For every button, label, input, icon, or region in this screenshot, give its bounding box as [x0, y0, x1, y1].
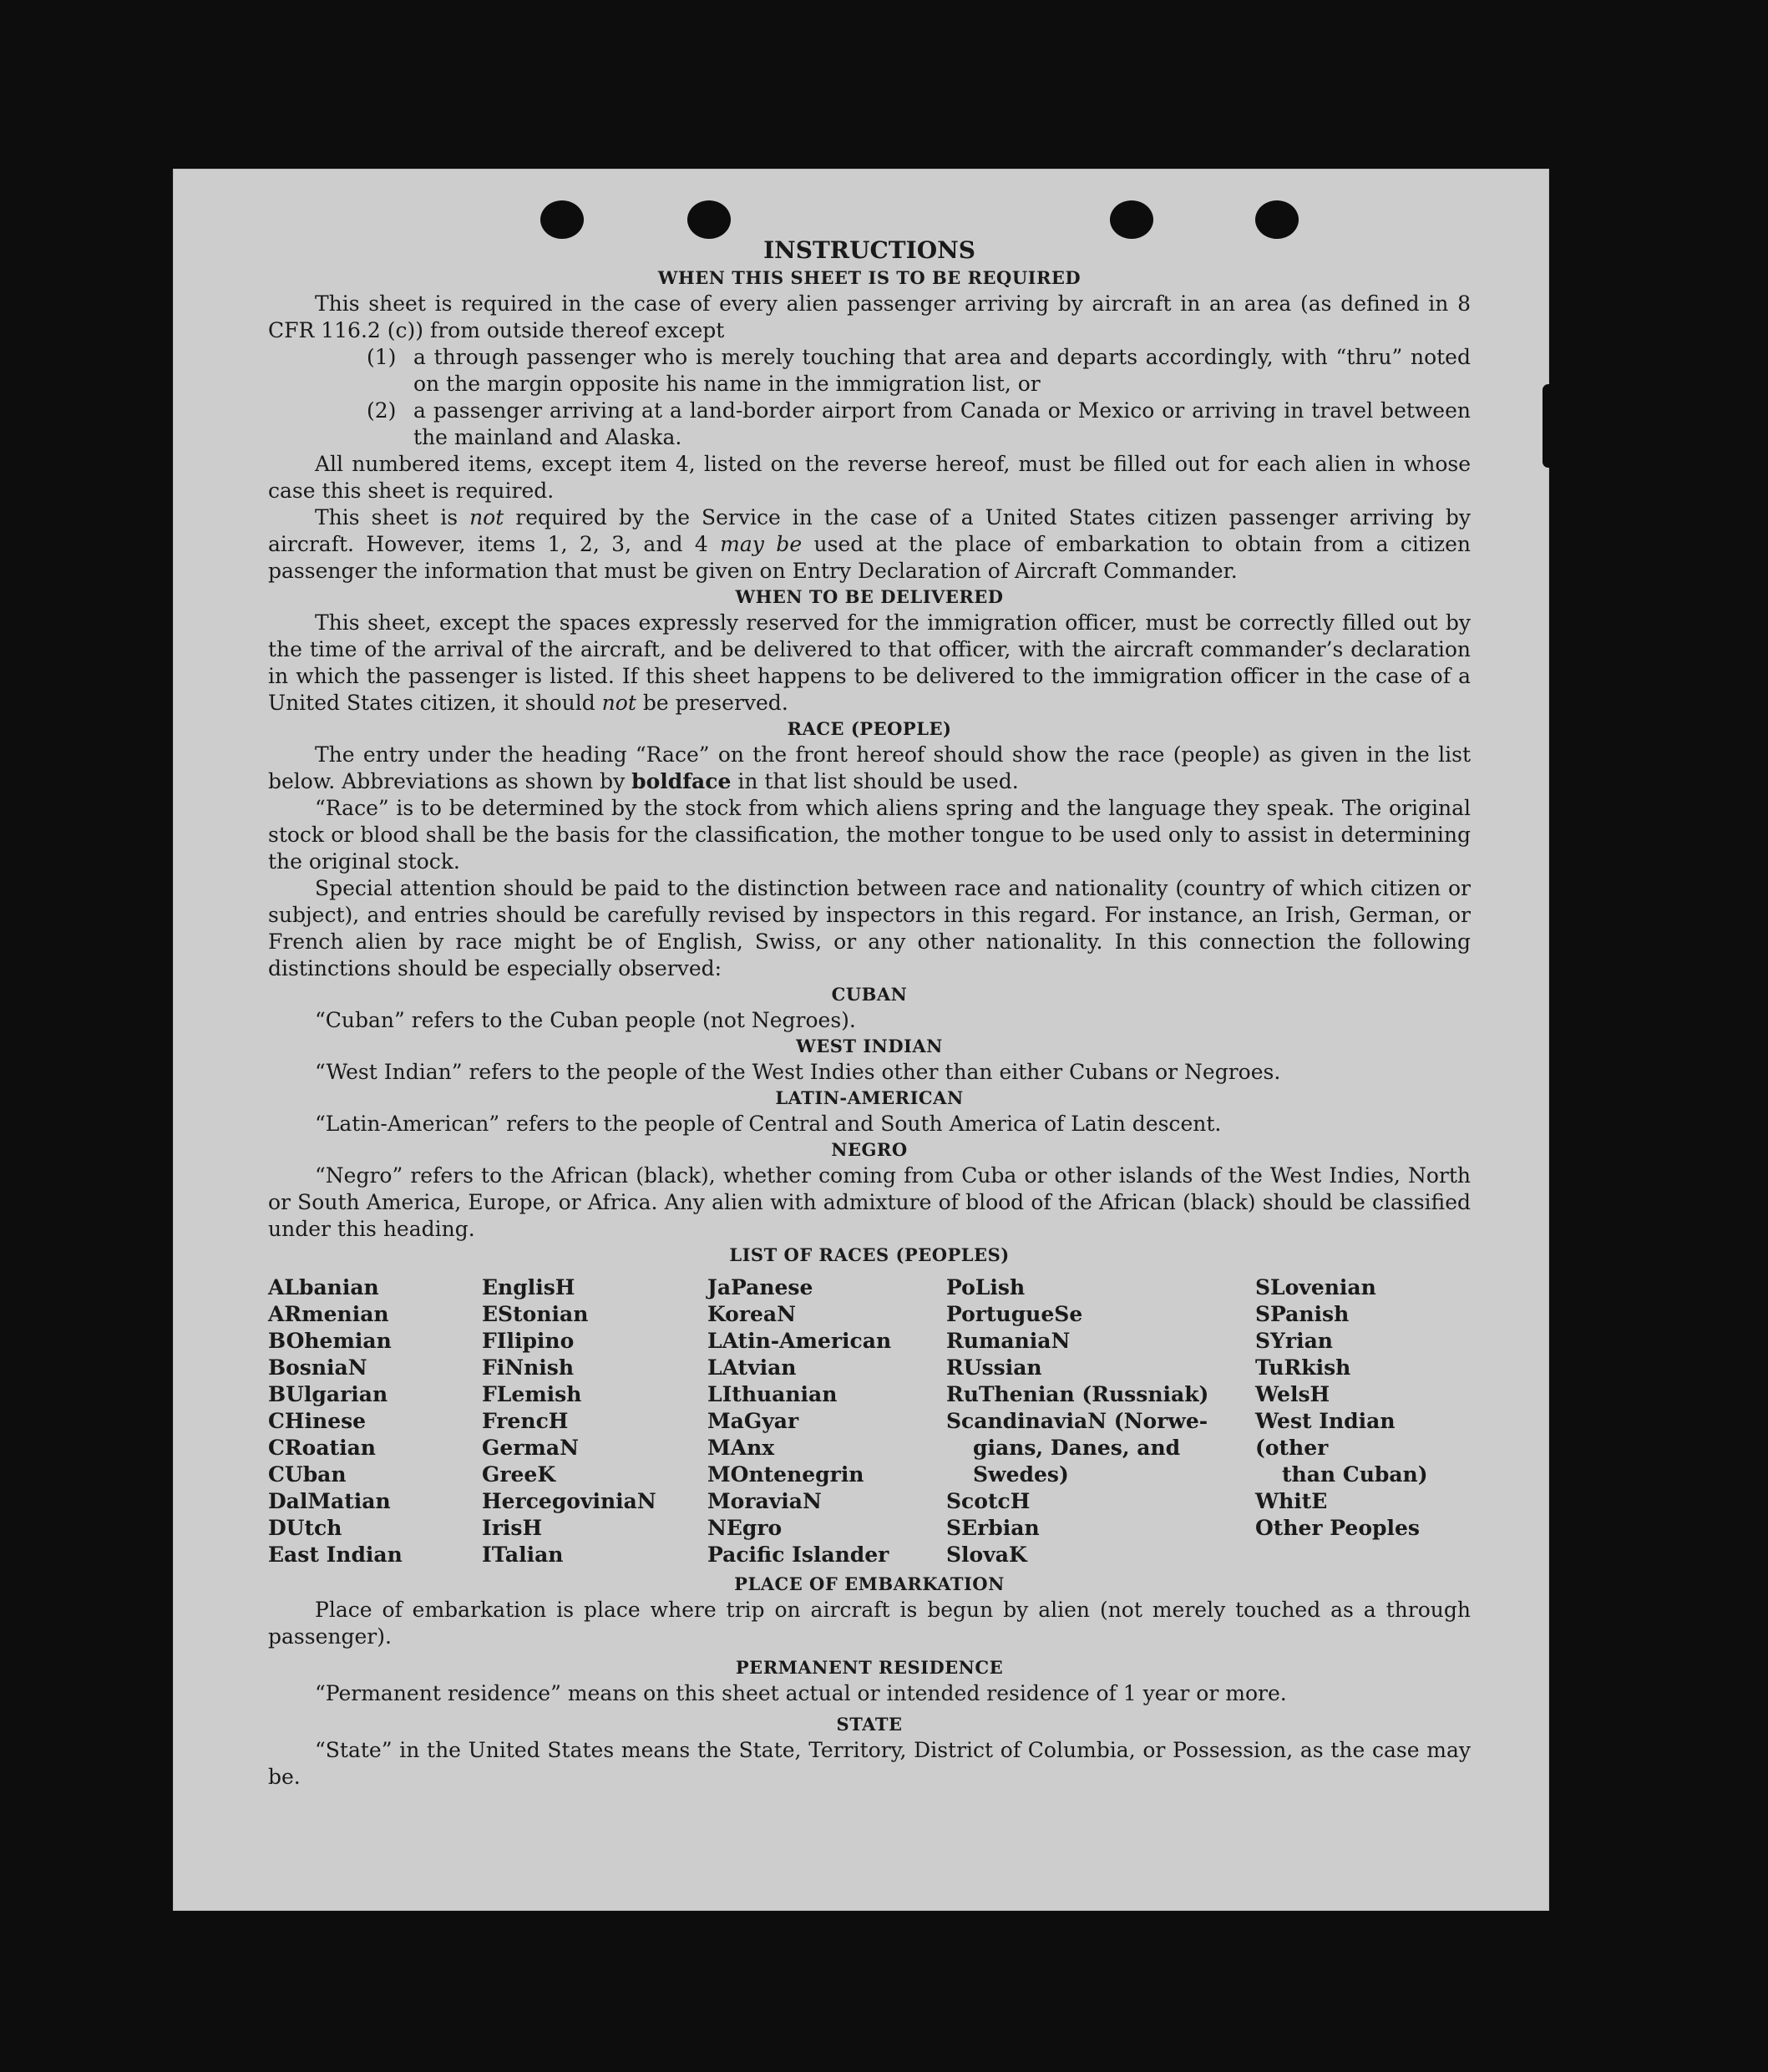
text-run: required by the Service in the case of a United States citizen passenger arriving by aircraft. However, items 1, 2, 3, and 4: [268, 505, 1471, 556]
section-heading-required: WHEN THIS SHEET IS TO BE REQUIRED: [657, 267, 1082, 288]
race-entry: FiNnish: [482, 1355, 575, 1380]
race-entry: LAtin-American: [707, 1329, 892, 1353]
paragraph: “Latin-American” refers to the people of Central and South America of Latin descent.: [315, 1112, 1222, 1136]
binding-mark: [1543, 384, 1554, 468]
race-entry: West Indian (other: [1255, 1409, 1396, 1460]
race-column: [707, 1274, 946, 1568]
section-heading-race: RACE (PEOPLE): [787, 718, 952, 739]
race-entry: SPanish: [1255, 1302, 1350, 1326]
race-entry: IrisH: [482, 1516, 543, 1540]
exception-item: [367, 344, 1471, 398]
punch-hole: [1255, 200, 1299, 239]
paragraph: Special attention should be paid to the distinction between race and nationality (country of which citizen or subject), and entries should be carefully revised by inspectors in this regard. For instance, an Irish, German, or French alien by race might be of English, Swiss, or any other nationality. In this connection the following distinctions should be especially observed:: [268, 876, 1471, 980]
race-entry: HercegoviniaN: [482, 1489, 656, 1513]
text-run-italic: not: [469, 505, 504, 529]
race-entry: BOhemian: [268, 1329, 392, 1353]
paragraph: “State” in the United States means the State, Territory, District of Columbia, or Possession, as the case may be.: [268, 1738, 1471, 1789]
race-entry: NEgro: [707, 1516, 783, 1540]
race-entry: FIlipino: [482, 1329, 575, 1353]
item-text: a through passenger who is merely touching that area and departs accordingly, with “thru” noted on the margin opposite his name in the immigration list, or: [413, 345, 1471, 396]
race-entry: WelsH: [1255, 1382, 1330, 1406]
race-column: [268, 1274, 482, 1568]
section-heading-state: STATE: [836, 1714, 903, 1735]
race-entry: ScotcH: [946, 1489, 1031, 1513]
exception-item: [367, 398, 1471, 451]
item-number: (1): [367, 345, 397, 369]
section-heading-delivered: WHEN TO BE DELIVERED: [735, 586, 1004, 607]
race-entry: KoreaN: [707, 1302, 796, 1326]
section-heading-latin-american: LATIN-AMERICAN: [775, 1087, 964, 1108]
text-run: in that list should be used.: [731, 769, 1019, 793]
punch-hole: [687, 200, 731, 239]
race-entry: DalMatian: [268, 1489, 391, 1513]
punch-hole: [540, 200, 584, 239]
race-entry: MaGyar: [707, 1409, 799, 1433]
section-heading-west-indian: WEST INDIAN: [796, 1036, 943, 1056]
race-entry: MAnx: [707, 1436, 775, 1460]
race-entry: SlovaK: [946, 1543, 1027, 1567]
race-entry: ALbanian: [268, 1275, 379, 1299]
section-heading-embarkation: PLACE OF EMBARKATION: [734, 1573, 1005, 1594]
paragraph: Place of embarkation is place where trip on aircraft is begun by alien (not merely touched as a through passenger).: [268, 1598, 1471, 1649]
race-entry: RuThenian (Russniak): [946, 1382, 1209, 1406]
race-entry: CHinese: [268, 1409, 367, 1433]
race-entry: LAtvian: [707, 1355, 797, 1380]
paragraph: All numbered items, except item 4, listed on the reverse hereof, must be filled out for each alien in whose case this sheet is required.: [268, 452, 1471, 503]
text-run: The entry under the heading “Race” on the front hereof should show the race (people) as given in the list below. Abbreviations as shown by: [268, 742, 1471, 793]
section-heading-list-of-races: LIST OF RACES (PEOPLES): [729, 1244, 1010, 1265]
text-run-bold: boldface: [631, 769, 732, 793]
text-run: This sheet is: [315, 505, 470, 529]
text-run-italic: may be: [720, 532, 803, 556]
paragraph: “Permanent residence” means on this sheet actual or intended residence of 1 year or more.: [315, 1681, 1287, 1705]
paragraph: “West Indian” refers to the people of the West Indies other than either Cubans or Negroes.: [315, 1060, 1281, 1084]
paragraph: [268, 610, 1471, 717]
race-entry: WhitE: [1255, 1489, 1328, 1513]
page-title: INSTRUCTIONS: [763, 236, 975, 264]
race-entry: RumaniaN: [946, 1329, 1071, 1353]
race-entry: PortugueSe: [946, 1302, 1083, 1326]
race-entry: ScandinaviaN (Norwe-: [946, 1409, 1208, 1433]
paragraph: “Race” is to be determined by the stock from which aliens spring and the language they speak. The original stock or blood shall be the basis for the classification, the mother tongue to be used only to assist in determining the original stock.: [268, 796, 1471, 874]
race-entry: PoLish: [946, 1275, 1026, 1299]
race-entry: MOntenegrin: [707, 1462, 864, 1487]
race-entry: BosniaN: [268, 1355, 367, 1380]
text-run: be preserved.: [636, 691, 788, 715]
race-entry: RUssian: [946, 1355, 1042, 1380]
document-sheet: [173, 169, 1549, 1911]
text-run: This sheet, except the spaces expressly reserved for the immigration officer, must be correctly filled out by the time of the arrival of the aircraft, and be delivered to that officer, with the aircraft commander’s declaration in which the passenger is listed. If this sheet happens to be delivered to the immigration officer in the case of a United States citizen, it should: [268, 610, 1471, 715]
race-entry: SYrian: [1255, 1329, 1333, 1353]
race-entry: FrencH: [482, 1409, 569, 1433]
race-entry: CRoatian: [268, 1436, 376, 1460]
race-entry: TuRkish: [1255, 1355, 1351, 1380]
section-heading-negro: NEGRO: [831, 1139, 908, 1160]
instructions-content: [268, 236, 1471, 1791]
paragraph: “Cuban” refers to the Cuban people (not Negroes).: [315, 1008, 856, 1032]
race-entry: East Indian: [268, 1543, 403, 1567]
race-entry: FLemish: [482, 1382, 582, 1406]
paragraph: “Negro” refers to the African (black), whether coming from Cuba or other islands of the West Indies, North or South America, Europe, or Africa. Any alien with admixture of blood of the African (black) should be classified under this heading.: [268, 1163, 1471, 1241]
race-entry: than Cuban): [1282, 1462, 1428, 1487]
race-entry: CUban: [268, 1462, 347, 1487]
race-entry: SErbian: [946, 1516, 1040, 1540]
race-entry: SLovenian: [1255, 1275, 1376, 1299]
race-entry: Other Peoples: [1255, 1516, 1420, 1540]
race-entry: JaPanese: [707, 1275, 813, 1299]
section-heading-cuban: CUBAN: [831, 984, 908, 1005]
item-number: (2): [367, 398, 397, 423]
race-entry: BUlgarian: [268, 1382, 388, 1406]
race-entry: GermaN: [482, 1436, 579, 1460]
text-run: used at the place of embarkation to obtain from a citizen passenger the information that must be given on Entry Declaration of Aircraft Commander.: [268, 532, 1471, 583]
text-run-italic: not: [601, 691, 636, 715]
paragraph: This sheet is required in the case of every alien passenger arriving by aircraft in an area (as defined in 8 CFR 116.2 (c)) from outside thereof except: [268, 291, 1471, 342]
race-entry: DUtch: [268, 1516, 342, 1540]
race-column: [482, 1274, 707, 1568]
race-entry: MoraviaN: [707, 1489, 822, 1513]
race-list: [268, 1274, 1471, 1568]
race-column: [946, 1274, 1255, 1568]
paragraph: [268, 504, 1471, 585]
race-entry: Swedes): [973, 1462, 1069, 1487]
race-entry: ARmenian: [268, 1302, 389, 1326]
race-entry: Pacific Islander: [707, 1543, 889, 1567]
race-column: [1255, 1274, 1471, 1568]
race-entry: gians, Danes, and: [973, 1436, 1181, 1460]
race-entry: GreeK: [482, 1462, 556, 1487]
race-entry: EStonian: [482, 1302, 589, 1326]
race-entry: LIthuanian: [707, 1382, 838, 1406]
paragraph: [268, 742, 1471, 795]
race-entry: ITalian: [482, 1543, 564, 1567]
race-entry: EnglisH: [482, 1275, 575, 1299]
item-text: a passenger arriving at a land-border airport from Canada or Mexico or arriving in travel between the mainland and Alaska.: [413, 398, 1471, 449]
punch-hole: [1110, 200, 1153, 239]
section-heading-residence: PERMANENT RESIDENCE: [735, 1657, 1004, 1678]
